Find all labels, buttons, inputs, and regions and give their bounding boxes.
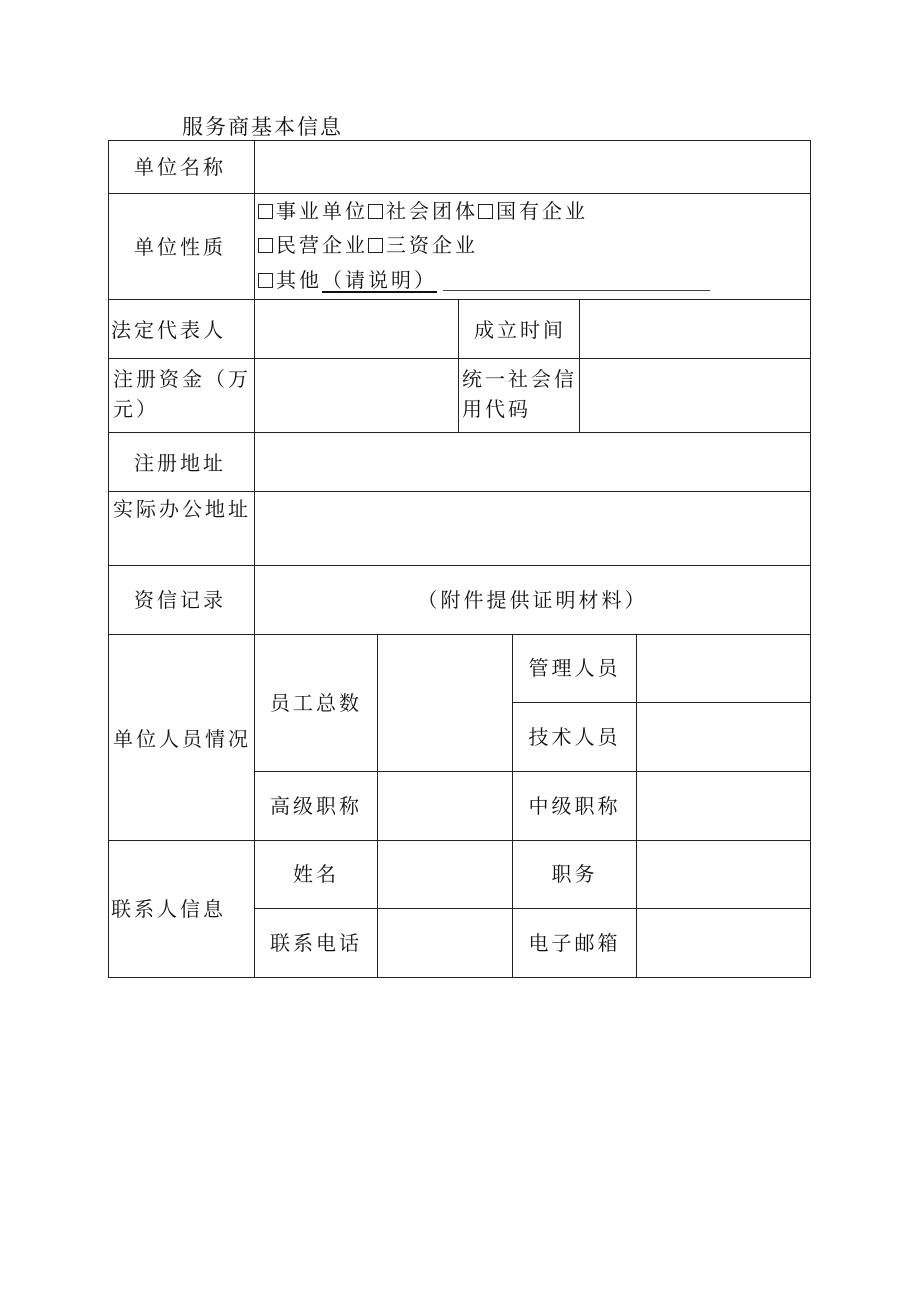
nature-other-blank[interactable]	[443, 290, 710, 291]
reg-capital-field[interactable]	[256, 360, 457, 431]
founded-label: 成立时间	[474, 318, 566, 342]
staff-label: 单位人员情况	[113, 727, 251, 751]
checkbox-icon[interactable]	[258, 204, 273, 219]
contact-name-label: 姓名	[293, 862, 339, 886]
checkbox-icon[interactable]	[258, 238, 273, 253]
nature-other-hint: （请说明）	[322, 268, 437, 292]
checkbox-icon[interactable]	[478, 204, 493, 219]
office-address-label: 实际办公地址	[113, 497, 251, 521]
checkbox-icon[interactable]	[258, 273, 273, 288]
credit-record-note: （附件提供证明材料）	[417, 588, 648, 612]
unit-nature-label: 单位性质	[134, 235, 226, 259]
middle-title-label: 中级职称	[528, 794, 621, 818]
credit-record-label: 资信记录	[134, 588, 226, 612]
contact-name-field[interactable]	[379, 842, 511, 907]
contact-phone-field[interactable]	[379, 910, 511, 976]
technicians-label: 技术人员	[528, 725, 621, 749]
contact-position-label: 职务	[551, 862, 598, 886]
unit-name-label: 单位名称	[134, 155, 226, 179]
contact-phone-label: 联系电话	[270, 931, 362, 955]
legal-rep-field[interactable]	[256, 301, 457, 357]
contact-email-label: 电子邮箱	[528, 931, 621, 955]
nature-option-social-group[interactable]: 社会团体	[368, 199, 478, 223]
reg-capital-label: 注册资金（万元）	[113, 367, 251, 421]
senior-title-label: 高级职称	[270, 794, 362, 818]
form-title: 服务商基本信息	[182, 115, 343, 139]
unit-nature-options-line1	[258, 196, 588, 226]
nature-option-public-institution[interactable]: 事业单位	[258, 199, 368, 223]
office-address-field[interactable]	[256, 493, 809, 564]
founded-field[interactable]	[581, 301, 809, 357]
nature-option-state-owned[interactable]: 国有企业	[478, 199, 588, 223]
contact-email-field[interactable]	[638, 910, 809, 976]
total-staff-field[interactable]	[379, 636, 511, 770]
nature-option-foreign-funded[interactable]: 三资企业	[368, 233, 478, 257]
checkbox-icon[interactable]	[368, 204, 383, 219]
reg-address-label: 注册地址	[134, 451, 226, 475]
credit-code-label: 统一社会信用代码	[462, 367, 577, 421]
credit-code-field[interactable]	[581, 360, 809, 431]
senior-title-field[interactable]	[379, 773, 511, 839]
total-staff-label: 员工总数	[270, 691, 362, 715]
technicians-field[interactable]	[638, 704, 809, 770]
unit-nature-options-line3	[258, 265, 437, 295]
middle-title-field[interactable]	[638, 773, 809, 839]
managers-label: 管理人员	[528, 656, 621, 680]
legal-rep-label: 法定代表人	[111, 318, 226, 342]
nature-option-other[interactable]: 其他	[258, 268, 322, 292]
reg-address-field[interactable]	[256, 434, 809, 490]
managers-field[interactable]	[638, 636, 809, 701]
unit-name-field[interactable]	[256, 142, 809, 192]
contact-position-field[interactable]	[638, 842, 809, 907]
checkbox-icon[interactable]	[368, 238, 383, 253]
contact-label: 联系人信息	[111, 897, 226, 921]
unit-nature-options-line2	[258, 230, 478, 260]
nature-option-private[interactable]: 民营企业	[258, 233, 368, 257]
